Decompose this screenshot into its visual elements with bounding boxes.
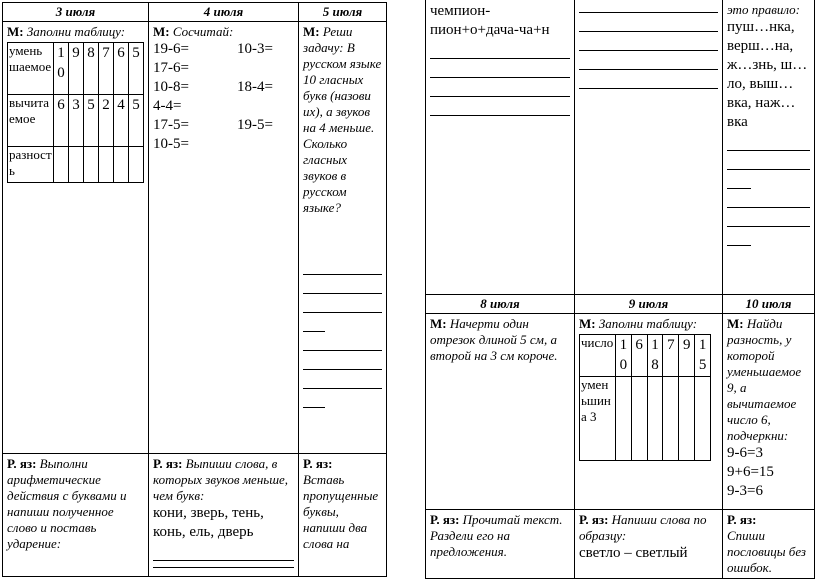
expression: 19-5= [237, 117, 273, 133]
day-header: 8 июля [426, 294, 575, 313]
table-cell: 4 [114, 95, 129, 147]
table-cell [695, 376, 711, 460]
expression: 9-3=6 [727, 482, 763, 499]
answer-line [303, 332, 382, 351]
table-cell: 18 [647, 334, 663, 376]
math-label: М: [430, 315, 447, 331]
answer-line [303, 389, 325, 408]
row-label: вычитаемое [8, 95, 54, 147]
table-cell: 9 [679, 334, 695, 376]
task-text: Начерти один отрезок длиной 5 см, а второй на 3 см короче. [430, 315, 558, 363]
math-cell [3, 22, 149, 454]
day-header: 3 июля [3, 3, 149, 22]
answer-line [303, 370, 382, 389]
table-cell [615, 376, 631, 460]
expression [237, 97, 297, 116]
table-cell [663, 376, 679, 460]
math-cell [575, 313, 723, 509]
fill-table [7, 42, 144, 183]
answer-line [303, 275, 382, 294]
task-text: Спиши пословицы без ошибок. [727, 527, 807, 575]
table-cell: 10 [54, 43, 69, 95]
row-label: разность [8, 147, 54, 183]
table-cell: 6 [631, 334, 647, 376]
table-cell: 2 [99, 95, 114, 147]
answer-line [727, 208, 810, 227]
answer-line [579, 51, 718, 70]
table-cell: 9 [69, 43, 84, 95]
expression: 10-5= [153, 136, 189, 152]
lang-cell [723, 509, 815, 579]
lang-cell [3, 454, 149, 577]
task-text: Найди разность, у которой уменьшаемое 9, а вычитаемое число 6, подчеркни: [727, 315, 802, 443]
row-label: число [580, 334, 616, 376]
task-text: это правило: [727, 2, 800, 17]
answer-line [303, 256, 382, 275]
word-equation: чемпион-пион+о+дача-ча+н [430, 3, 550, 38]
lang-label: Р. яз: [7, 456, 37, 471]
answer-line [727, 189, 810, 208]
table-cell [631, 376, 647, 460]
table-cell: 7 [99, 43, 114, 95]
table-cell: 5 [129, 95, 144, 147]
answer-line [579, 2, 718, 13]
continued-cell [723, 0, 815, 294]
answer-line [303, 351, 382, 370]
lang-label: Р. яз: [303, 456, 333, 471]
task-text: Напиши слова по образцу: [579, 511, 707, 543]
math-cell [723, 313, 815, 509]
answer-line [727, 132, 810, 151]
expression: 18-4= [237, 79, 273, 95]
word-list: кони, зверь, тень, конь, ель, дверь [153, 505, 264, 540]
expression [237, 59, 297, 78]
answer-line [579, 13, 718, 32]
lang-label: Р. яз: [430, 511, 460, 527]
answer-line [579, 70, 718, 89]
table-cell: 8 [84, 43, 99, 95]
continued-cell [575, 0, 723, 294]
table-cell: 5 [129, 43, 144, 95]
expression: 10-3= [237, 41, 273, 57]
answer-line [303, 294, 382, 313]
table-cell [69, 147, 84, 183]
table-cell: 15 [695, 334, 711, 376]
table-cell [129, 147, 144, 183]
lang-cell [149, 454, 299, 577]
day-header: 9 июля [575, 294, 723, 313]
table-cell: 10 [615, 334, 631, 376]
right-schedule-table [425, 0, 815, 579]
task-text: Прочитай текст. Раздели его на предложения. [430, 511, 563, 559]
task-text: Выполни арифметические действия с буквами и напиши полученное слово и поставь ударение: [7, 456, 127, 551]
answer-line [727, 151, 810, 170]
math-label: М: [153, 24, 170, 39]
continued-cell [426, 0, 575, 294]
expression: 10-8= [153, 79, 189, 95]
task-text: Реши задачу: В русском языке 10 гласных букв (назови их), а звуков на 4 меньше. Сколько гласных звуков в русском языке? [303, 24, 382, 215]
expression: 19-6= [153, 41, 189, 57]
math-label: М: [579, 315, 596, 331]
table-cell: 7 [663, 334, 679, 376]
lang-cell [575, 509, 723, 579]
day-header: 5 июля [299, 3, 387, 22]
task-text: Заполни таблицу: [26, 24, 126, 39]
lang-cell [426, 509, 575, 579]
task-text: Вставь пропущенные буквы, напиши два слова на [303, 472, 379, 551]
math-cell [426, 313, 575, 509]
table-cell [647, 376, 663, 460]
math-label: М: [303, 24, 320, 39]
answer-line [153, 542, 294, 561]
day-header: 4 июля [149, 3, 299, 22]
table-cell [114, 147, 129, 183]
answer-line [579, 32, 718, 51]
day-header: 10 июля [723, 294, 815, 313]
table-cell [54, 147, 69, 183]
task-text: Заполни таблицу: [598, 315, 698, 331]
answer-line [430, 40, 570, 59]
math-cell [299, 22, 387, 454]
answer-line [430, 97, 570, 116]
table-cell: 6 [114, 43, 129, 95]
expression [237, 135, 297, 154]
answer-line [430, 78, 570, 97]
answer-line [153, 561, 294, 568]
table-cell: 6 [54, 95, 69, 147]
row-label: уменьшина 3 [580, 376, 616, 460]
lang-label: Р. яз: [579, 511, 609, 527]
row-label: уменьшаемое [8, 43, 54, 95]
lang-label: Р. яз: [727, 511, 757, 527]
lang-label: Р. яз: [153, 456, 183, 471]
task-text: Сосчитай: [172, 24, 234, 39]
table-cell: 5 [84, 95, 99, 147]
table-cell: 3 [69, 95, 84, 147]
expression: 17-6= [153, 60, 189, 76]
expression: 17-5= [153, 117, 189, 133]
table-cell [679, 376, 695, 460]
fill-table [579, 334, 711, 461]
expression: 9+6=15 [727, 463, 774, 480]
answer-line [303, 313, 325, 332]
expression-list [153, 40, 294, 154]
table-cell [99, 147, 114, 183]
word-list: пуш…нка, верш…на, ж…знь, ш…ло, выш…вка, наж…вка [727, 19, 808, 130]
lang-cell [299, 454, 387, 577]
example-pair: светло – светлый [579, 544, 688, 561]
answer-line [430, 59, 570, 78]
table-cell [84, 147, 99, 183]
task-text: Выпиши слова, в которых звуков меньше, чем букв: [153, 456, 289, 503]
expression: 9-6=3 [727, 444, 763, 461]
math-label: М: [727, 315, 744, 331]
left-schedule-table [2, 2, 387, 577]
expression: 4-4= [153, 98, 182, 114]
answer-line [727, 227, 751, 246]
answer-line [727, 170, 751, 189]
math-label: М: [7, 24, 24, 39]
math-cell [149, 22, 299, 454]
